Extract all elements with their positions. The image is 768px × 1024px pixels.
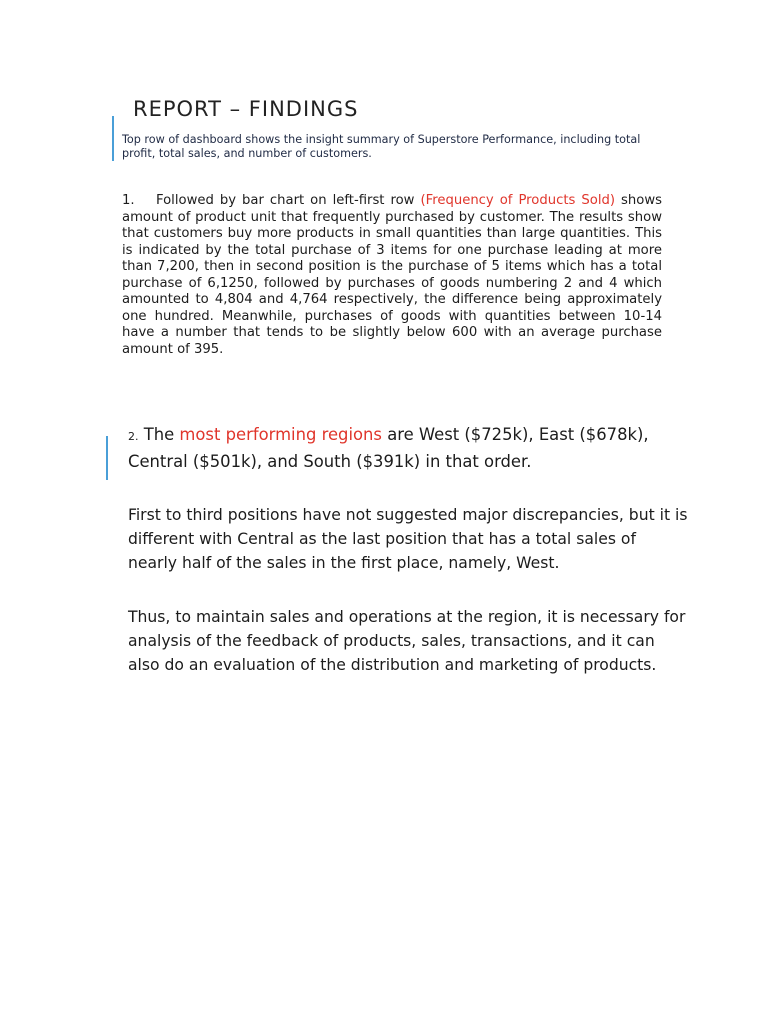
accent-bar-top [112, 116, 114, 161]
page-title: REPORT – FINDINGS [133, 97, 359, 121]
paragraph-recommendation: Thus, to maintain sales and operations at the region, it is necessary for analysis of the feedback of products, sales, transactions, and it can also do an evaluation of the distribution and marketing of products. [128, 608, 686, 674]
finding-2-lead: The [143, 425, 175, 444]
finding-2-highlight: most performing regions [179, 425, 382, 444]
paragraph-discrepancies: First to third positions have not suggested major discrepancies, but it is different with Central as the last position that has a total sales of nearly half of the sales in the first place, namely, West. [128, 506, 688, 572]
summary-text: Top row of dashboard shows the insight summary of Superstore Performance, including total profit, total sales, and number of customers. [122, 133, 641, 160]
finding-1-body: shows amount of product unit that frequently purchased by customer. The results show that customers buy more products in small quantities than large quantities. This is indicated by the total purchase of 3 items for one purchase leading at more than 7,200, then in second position is the purchase of 5 items which has a total purchase of 6,1250, followed by purchases of goods numbering 2 and 4 which amounted to 4,804 and 4,764 respectively, the difference being approximately one hundred. Meanwhile, purchases of goods with quantities between 10-14 have a number that tends to be slightly below 600 with an average purchase amount of 395. [122, 193, 662, 357]
finding-2 [128, 422, 688, 474]
finding-1-number: 1. [122, 193, 135, 208]
finding-1-lead: Followed by bar chart on left-first row [156, 193, 415, 208]
finding-1-highlight: (Frequency of Products Sold) [420, 193, 616, 208]
finding-2-body: are West ($725k), East ($678k), Central ($501k), and South ($391k) in that order. [128, 425, 649, 471]
finding-1 [122, 193, 662, 358]
accent-bar-middle [106, 436, 108, 480]
finding-2-number: 2. [128, 430, 139, 443]
